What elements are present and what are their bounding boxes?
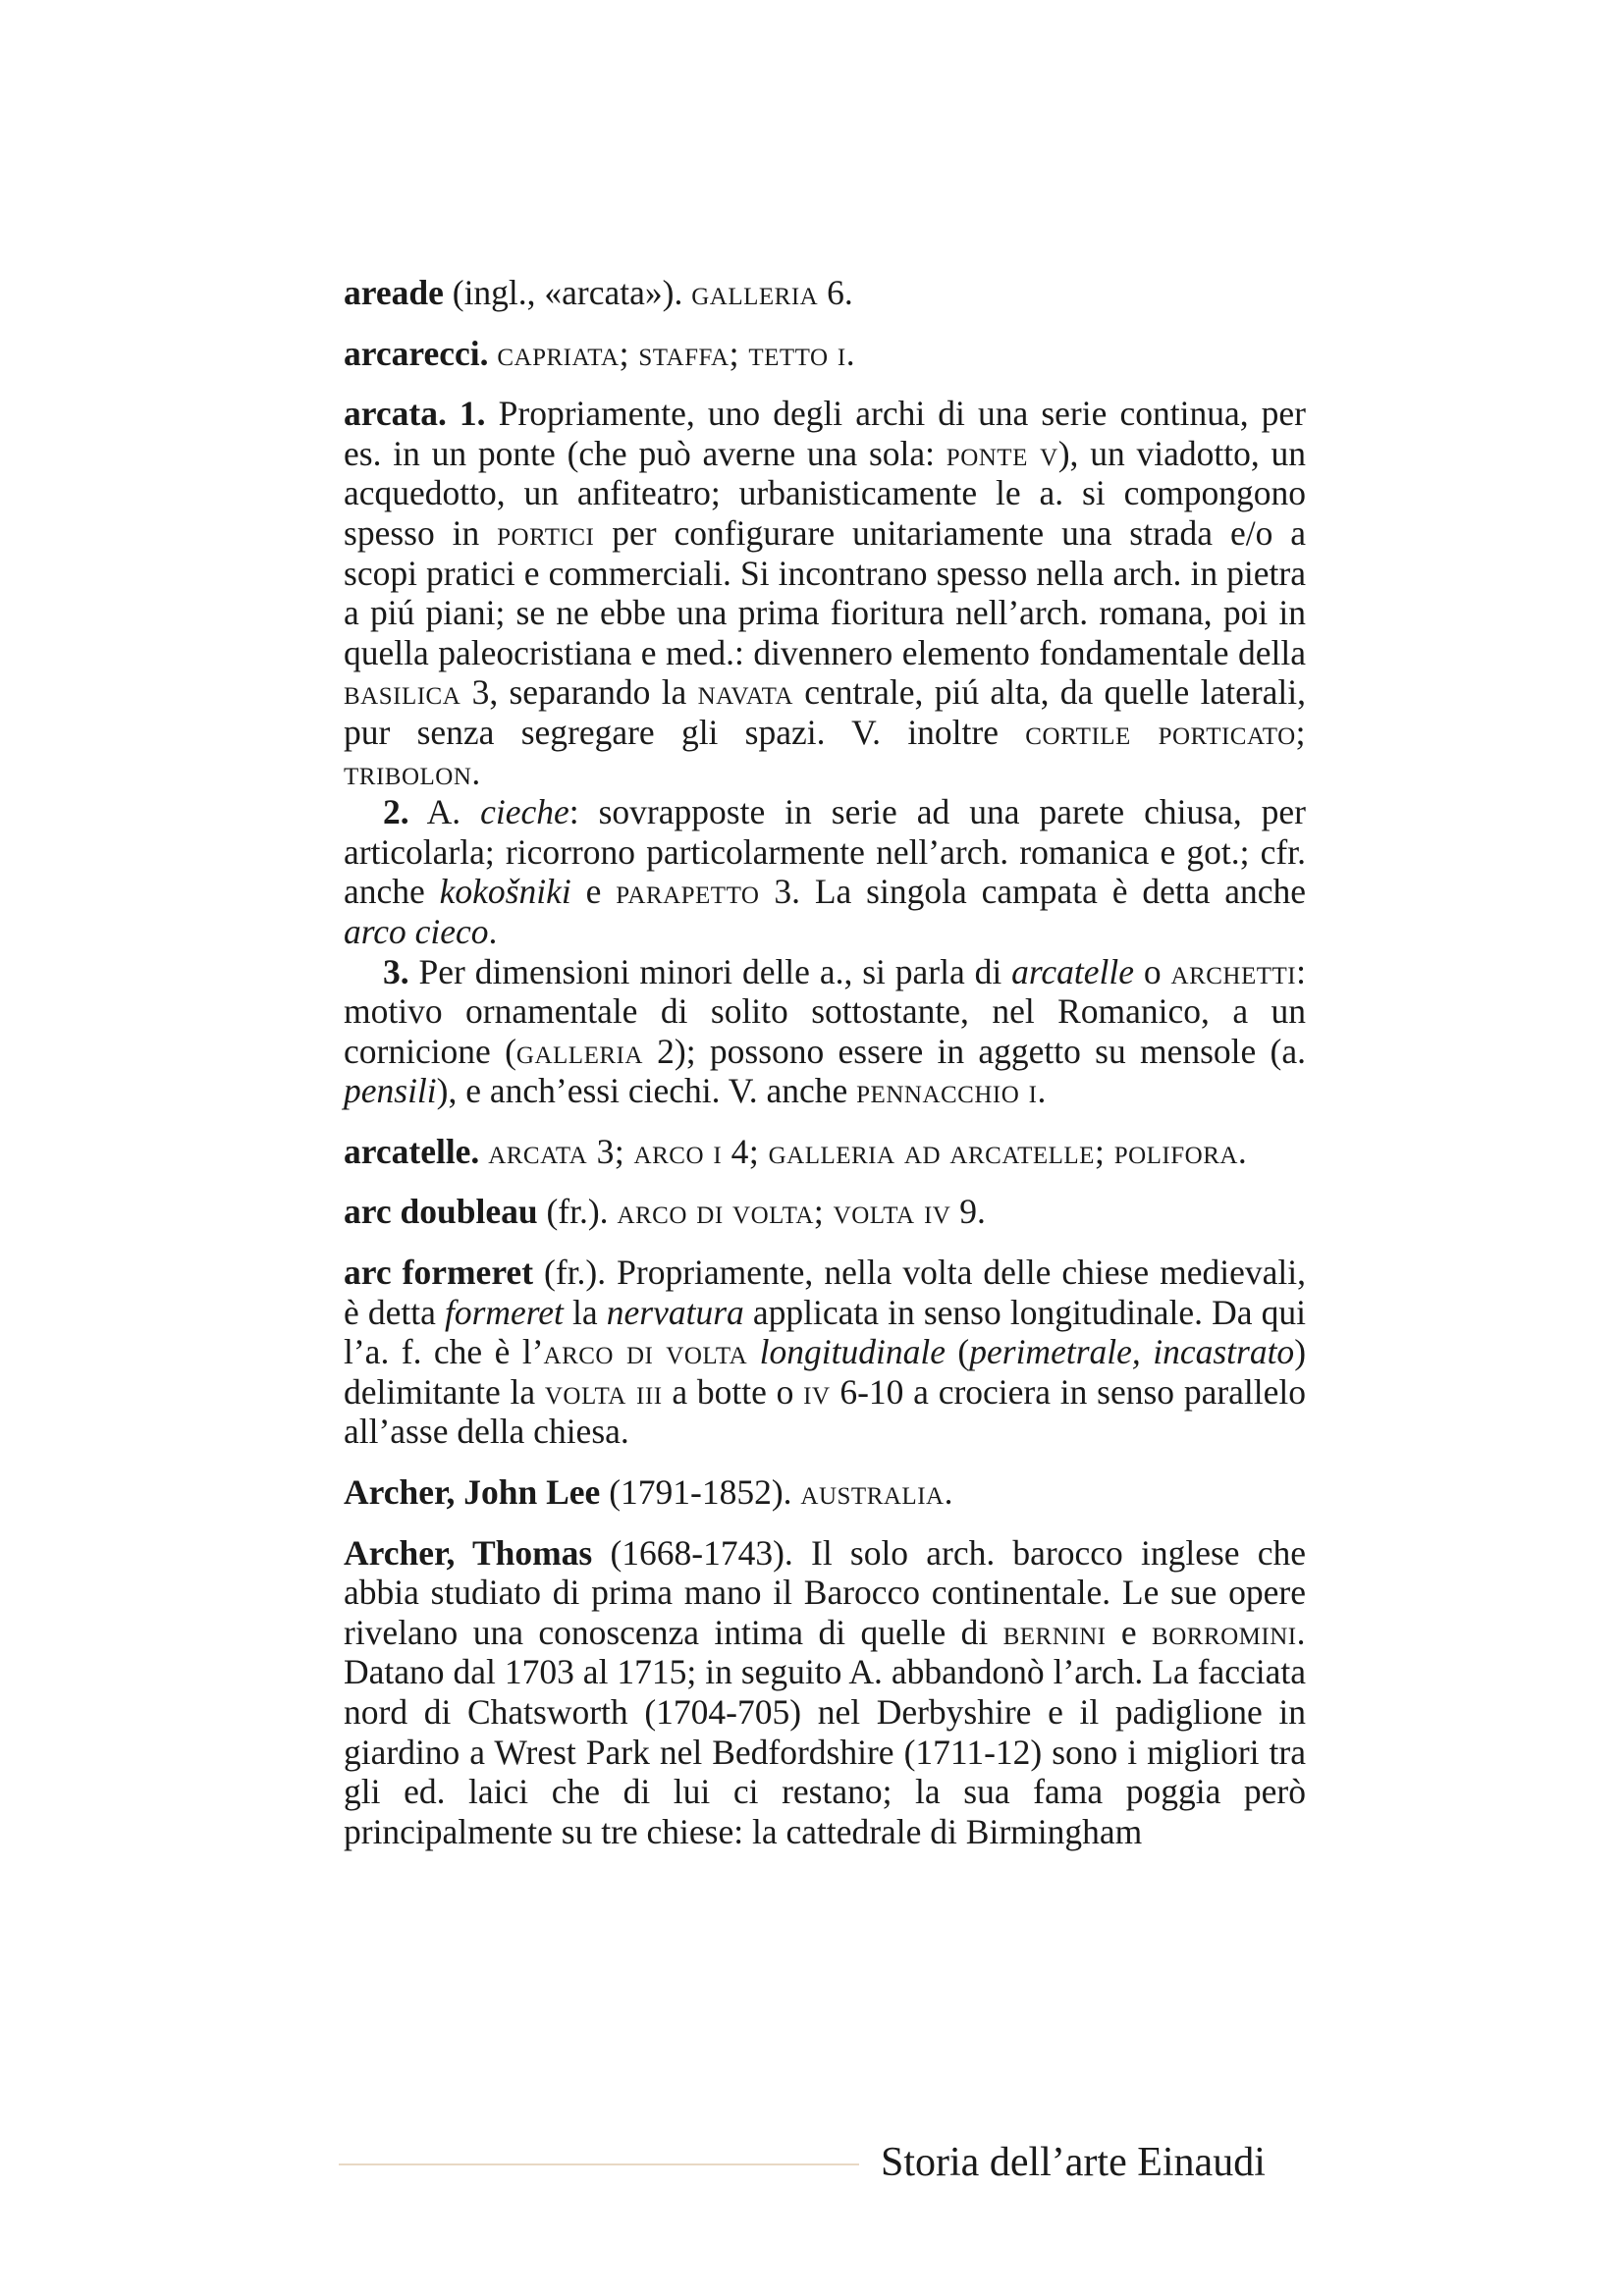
entry-text: (1668-1743). Il solo arch. barocco inglese che abbia studiato di prima mano il Barocco continentale. Le sue opere rivelano una conoscenza intima di quelle di (344, 1532, 1306, 1652)
sense-number: 3. (383, 951, 409, 991)
cross-reference: ponte v (946, 433, 1058, 473)
entry-text: per configurare unitariamente una strada e/o a scopi pratici e commerciali. Si incontrano spesso nella arch. in pietra a piú piani; se ne ebbe una prima fioritura nell’arch. romana, poi in quella paleocristiana e med.: divennero elemento fondamentale della (344, 512, 1306, 672)
entry-text: (1791-1852). (600, 1472, 801, 1513)
sense-number: 2. (383, 792, 409, 832)
entry-archer-thomas (344, 1533, 1306, 1852)
entry-text: A. (408, 792, 481, 832)
sense-number: 1. (459, 394, 486, 434)
entry-arc-doubleau (344, 1192, 1306, 1232)
cross-reference: navata (697, 672, 793, 713)
entry-text: ), e anch’essi ciechi. V. anche (436, 1071, 857, 1111)
headword: arcatelle. (344, 1131, 480, 1171)
entry-text: . (488, 911, 498, 951)
entry-paragraph (344, 1132, 1306, 1172)
entry-text: (fr.). Propriamente, nella volta delle chiese medievali, è detta (344, 1253, 1306, 1332)
entry-text: 9. (950, 1192, 986, 1232)
headword: Archer, John Lee (344, 1472, 601, 1513)
italic-term: nervatura (606, 1292, 744, 1332)
entry-arc-formeret (344, 1253, 1306, 1452)
cross-reference: arco di volta (543, 1332, 748, 1372)
entry-text (447, 394, 460, 433)
entry-text: ) delimitante la (344, 1332, 1307, 1412)
headword: arc formeret (344, 1253, 534, 1293)
entry-text: la (563, 1292, 607, 1332)
cross-reference: arcata 3; arco i 4; galleria ad arcatelle; polifora. (488, 1131, 1248, 1171)
footer-publisher-title: Storia dell’arte Einaudi (881, 2140, 1266, 2185)
entry-paragraph (344, 792, 1306, 951)
headword: arc doubleau (344, 1192, 538, 1232)
entry-text: ( (945, 1332, 970, 1372)
entry-paragraph (344, 1253, 1306, 1452)
entry-text: : sovrapposte in serie ad una parete chiusa, per articolarla; ricorrono particolarmente nell’arch. romanica e got.; cfr. anche (344, 792, 1306, 912)
entry-text: 6-10 a crociera in senso parallelo all’asse della chiesa. (344, 1371, 1306, 1452)
cross-reference: galleria (515, 1031, 643, 1071)
entry-arcata (344, 394, 1306, 1111)
cross-reference: bernini (1002, 1612, 1107, 1652)
cross-reference: volta iii (544, 1371, 663, 1412)
entry-arcarecci (344, 334, 1306, 374)
dictionary-page (344, 273, 1306, 1872)
italic-term: longitudinale (759, 1332, 946, 1372)
entry-paragraph (344, 334, 1306, 374)
entry-text: : motivo ornamentale di solito sottostante, nel Romanico, a un cornicione ( (344, 951, 1306, 1071)
entry-text: 3, separando la (460, 672, 698, 713)
italic-term: arco cieco (344, 911, 489, 951)
entry-paragraph (344, 952, 1306, 1111)
entry-paragraph (344, 273, 1306, 313)
entry-paragraph (344, 394, 1306, 792)
entry-arcatelle (344, 1132, 1306, 1172)
entry-text: 6. (818, 273, 853, 312)
cross-reference: iv (803, 1371, 831, 1412)
entry-text: (fr.). (537, 1192, 618, 1232)
entry-text (479, 1132, 488, 1171)
cross-reference: archetti (1170, 951, 1297, 991)
headword: areade (344, 273, 444, 312)
entry-text: Datano dal 1703 al 1715; in seguito A. abbandonò l’arch. La facciata nord di Chatsworth (1704-705) nel Derbyshire e il padiglione in giardino a Wrest Park nel Bedfordshire (1711-12) sono i migliori tra gli ed. laici che di lui ci restano; la sua fama poggia però principalmente su tre chiese: la cattedrale di Birmingham (344, 1652, 1306, 1851)
entry-text: e (1106, 1612, 1153, 1652)
entry-text (747, 1332, 759, 1371)
entry-text: o (1133, 951, 1171, 991)
entry-paragraph (344, 1533, 1306, 1852)
italic-term: arcatelle (1011, 951, 1134, 991)
entry-text: 2); possono essere in aggetto su mensole (a. (642, 1031, 1307, 1071)
italic-term: pensili (344, 1071, 437, 1111)
italic-term: perimetrale, incastrato (969, 1332, 1295, 1372)
entry-text: (ingl., «arcata»). (443, 273, 692, 312)
entry-paragraph (344, 1472, 1306, 1513)
headword: arcata. (344, 394, 447, 434)
entry-text: centrale, piú alta, da quelle laterali, pur senza segregare gli spazi. V. inoltre (344, 672, 1307, 752)
cross-reference: borromini. (1152, 1612, 1306, 1652)
entry-text: applicata in senso longitudinale. Da qui l’a. f. che è l’ (344, 1292, 1307, 1372)
cross-reference: galleria (691, 273, 819, 312)
footer-rule (339, 2163, 859, 2165)
entry-text: e (570, 872, 617, 912)
headword: arcarecci. (344, 333, 489, 373)
cross-reference: parapetto (616, 872, 760, 912)
italic-term: formeret (444, 1292, 564, 1332)
entry-text: Per dimensioni minori delle a., si parla di (408, 951, 1012, 991)
entry-archer-john-lee (344, 1472, 1306, 1513)
italic-term: cieche (480, 792, 569, 832)
cross-reference: pennacchio i. (856, 1071, 1047, 1111)
entry-areade (344, 273, 1306, 313)
cross-reference: portici (497, 512, 595, 553)
cross-reference: cortile porticato; tribolon. (344, 712, 1306, 792)
cross-reference: capriata; staffa; tetto i. (497, 333, 856, 373)
entry-text: Propriamente, uno degli archi di una serie continua, per es. in un ponte (che può averne una sola: (344, 394, 1306, 473)
entry-paragraph (344, 1192, 1306, 1232)
entry-text: ), un viadotto, un acquedotto, un anfiteatro; urbanisticamente le a. si compongono spesso in (344, 433, 1306, 553)
cross-reference: basilica (344, 672, 461, 713)
cross-reference: australia. (800, 1472, 953, 1513)
italic-term: kokošniki (439, 872, 571, 912)
headword: Archer, Thomas (344, 1532, 593, 1573)
cross-reference: arco di volta; volta iv (617, 1192, 951, 1232)
entry-text: a botte o (662, 1371, 804, 1412)
entry-text: 3. La singola campata è detta anche (759, 872, 1306, 912)
